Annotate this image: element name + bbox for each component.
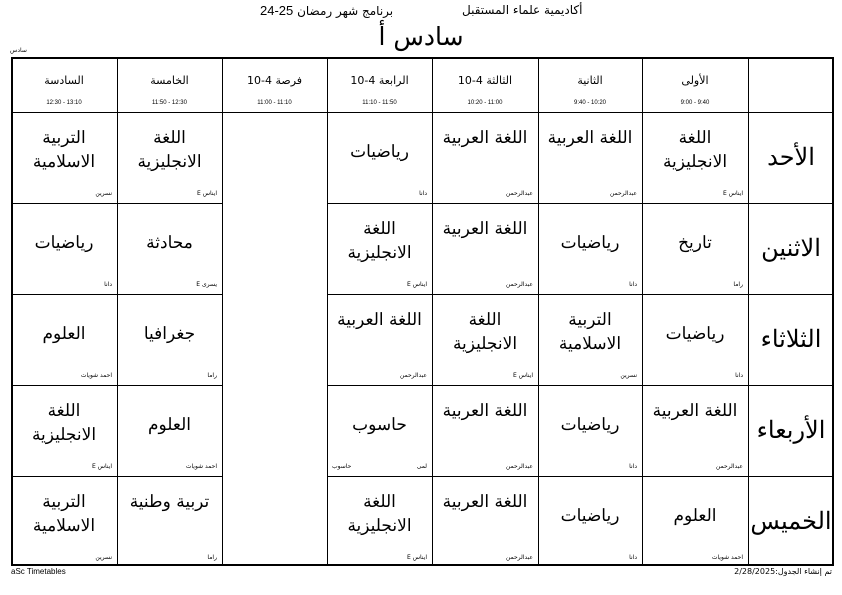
subject-label: التربية الاسلامية: [32, 492, 96, 536]
timetable-cell: [11, 476, 117, 567]
teacher-name: احمد شويات: [80, 372, 112, 379]
class-title: سادس أ: [378, 22, 464, 51]
subject-label: جغرافيا: [143, 324, 196, 344]
teacher-name: عبدالرحمن: [505, 554, 533, 561]
timetable-cell: [642, 203, 748, 294]
timetable-cell: [327, 476, 432, 567]
subject-label: اللغة الانجليزية: [137, 128, 202, 172]
timetable-cell: [117, 294, 222, 385]
teacher-name: لمى: [416, 463, 427, 470]
subject-label: رياضيات: [350, 142, 409, 162]
teacher-name: راما: [207, 372, 217, 379]
teacher-name: دانا: [419, 190, 427, 197]
teacher-name: عبدالرحمن: [505, 463, 533, 470]
timetable-cell: [538, 112, 642, 203]
teacher-name: دانا: [629, 463, 637, 470]
column-time: 12:30 - 13:10: [46, 100, 82, 106]
teacher-name: E ايناس: [196, 190, 217, 197]
subject-label: اللغة الانجليزية: [452, 310, 518, 354]
teacher-name: احمد شويات: [711, 554, 743, 561]
teacher-name: عبدالرحمن: [609, 190, 637, 197]
column-header: [432, 57, 538, 112]
column-header: [222, 57, 327, 112]
teacher-name: نسرين: [620, 372, 637, 379]
subject-label: اللغة العربية: [442, 401, 528, 421]
teacher-name: E ايناس: [91, 463, 112, 470]
teacher-name: عبدالرحمن: [715, 463, 743, 470]
timetable-cell: [117, 203, 222, 294]
subject-label: التربية الاسلامية: [32, 128, 96, 172]
column-name: الأولى: [681, 74, 709, 87]
subject-label: اللغة العربية: [442, 492, 528, 512]
column-header: [11, 57, 117, 112]
timetable-cell: [327, 294, 432, 385]
teacher-name: E ايناس: [406, 554, 427, 561]
subject-label: العلوم: [42, 324, 86, 344]
teacher-name: دانا: [104, 281, 112, 288]
day-label: الثلاثاء: [760, 325, 822, 353]
footer-created-date: تم إنشاء الجدول:2/28/2025: [734, 567, 832, 576]
timetable-cell: [538, 203, 642, 294]
subject-label: تاريخ: [678, 233, 712, 253]
subject-label: اللغة العربية: [652, 401, 738, 421]
subject-label: العلوم: [147, 415, 192, 435]
timetable-cell: [432, 112, 538, 203]
column-time: 11:10 - 11:50: [362, 100, 397, 106]
teacher-name: E ايناس: [406, 281, 427, 288]
subject-label: محادثة: [146, 233, 193, 253]
teacher-name: راما: [733, 281, 743, 288]
grid-line-vertical: [222, 57, 223, 566]
teacher-name: احمد شويات: [185, 463, 217, 470]
timetable-cell: [327, 385, 432, 476]
day-label: الأربعاء: [756, 416, 826, 444]
timetable-cell: [432, 385, 538, 476]
column-header: [642, 57, 748, 112]
teacher-name: نسرين: [95, 554, 112, 561]
timetable-cell: [642, 385, 748, 476]
footer-generator: aSc Timetables: [11, 567, 66, 576]
subject-label: اللغة الانجليزية: [347, 219, 412, 263]
subject-label: اللغة الانجليزية: [347, 492, 412, 536]
subject-label: رياضيات: [560, 506, 620, 526]
timetable-cell: [432, 476, 538, 567]
column-name: الرابعة 4-10: [350, 74, 409, 87]
subject-label: التربية الاسلامية: [558, 310, 622, 354]
subject-label: العلوم: [673, 506, 717, 526]
teacher-name: نسرين: [95, 190, 112, 197]
subject-label: اللغة العربية: [337, 310, 422, 330]
timetable-cell: [117, 112, 222, 203]
teacher-name: E ايناس: [512, 372, 533, 379]
column-name: الثانية: [577, 74, 603, 87]
subject-label: اللغة العربية: [442, 219, 528, 239]
teacher-name: E يسرى: [196, 281, 217, 288]
timetable-cell: [642, 476, 748, 567]
timetable-cell: [11, 112, 117, 203]
teacher-name: دانا: [629, 281, 637, 288]
timetable-cell: [642, 294, 748, 385]
subject-label: اللغة الانجليزية: [31, 401, 97, 445]
timetable-cell: [538, 294, 642, 385]
timetable-cell: [327, 203, 432, 294]
program-year: 24-25: [260, 3, 294, 18]
teacher-name: دانا: [735, 372, 743, 379]
day-label: الخميس: [750, 507, 832, 535]
subject-label: اللغة العربية: [547, 128, 633, 148]
timetable-cell: [642, 112, 748, 203]
timetable-cell: [11, 385, 117, 476]
column-time: 11:50 - 12:30: [152, 100, 187, 106]
school-name: أكاديمية علماء المستقبل: [462, 3, 583, 17]
column-header: [538, 57, 642, 112]
timetable-cell: [11, 203, 117, 294]
program-title: [260, 3, 397, 18]
subject-label: رياضيات: [665, 324, 725, 344]
column-name: فرصة 4-10: [246, 74, 303, 87]
subject-label: تربية وطنية: [129, 492, 210, 512]
subject-label: اللغة الانجليزية: [662, 128, 728, 172]
column-name: الخامسة: [150, 74, 189, 87]
teacher-name: E ايناس: [722, 190, 743, 197]
timetable-cell: [327, 112, 432, 203]
subject-label: رياضيات: [560, 233, 620, 253]
timetable-cell: [538, 385, 642, 476]
subject-label: رياضيات: [34, 233, 94, 253]
teacher-name: عبدالرحمن: [505, 190, 533, 197]
timetable-cell: [538, 476, 642, 567]
room-name: حاسوب: [332, 463, 352, 470]
program-name: برنامج شهر رمضان: [297, 4, 394, 18]
column-time: 9:40 - 10:20: [573, 100, 607, 106]
column-time: 9:00 - 9:40: [680, 100, 710, 106]
column-name: السادسة: [44, 74, 84, 87]
timetable-cell: [117, 385, 222, 476]
column-header: [117, 57, 222, 112]
column-header: [327, 57, 432, 112]
teacher-name: عبدالرحمن: [399, 372, 427, 379]
timetable-cell: [117, 476, 222, 567]
subject-label: اللغة العربية: [442, 128, 528, 148]
column-name: الثالثة 4-10: [457, 74, 513, 87]
day-label: الأحد: [767, 143, 815, 171]
timetable-cell: [432, 203, 538, 294]
teacher-name: دانا: [629, 554, 637, 561]
timetable-cell: [432, 294, 538, 385]
column-time: 10:20 - 11:00: [467, 100, 503, 106]
timetable-cell: [11, 294, 117, 385]
teacher-name: راما: [207, 554, 217, 561]
subject-label: حاسوب: [352, 415, 407, 435]
teacher-name: عبدالرحمن: [505, 281, 533, 288]
subject-label: رياضيات: [560, 415, 620, 435]
column-time: 11:00 - 11:10: [257, 100, 292, 106]
class-label-small: سادس: [10, 47, 27, 54]
day-label: الاثنين: [761, 234, 821, 262]
